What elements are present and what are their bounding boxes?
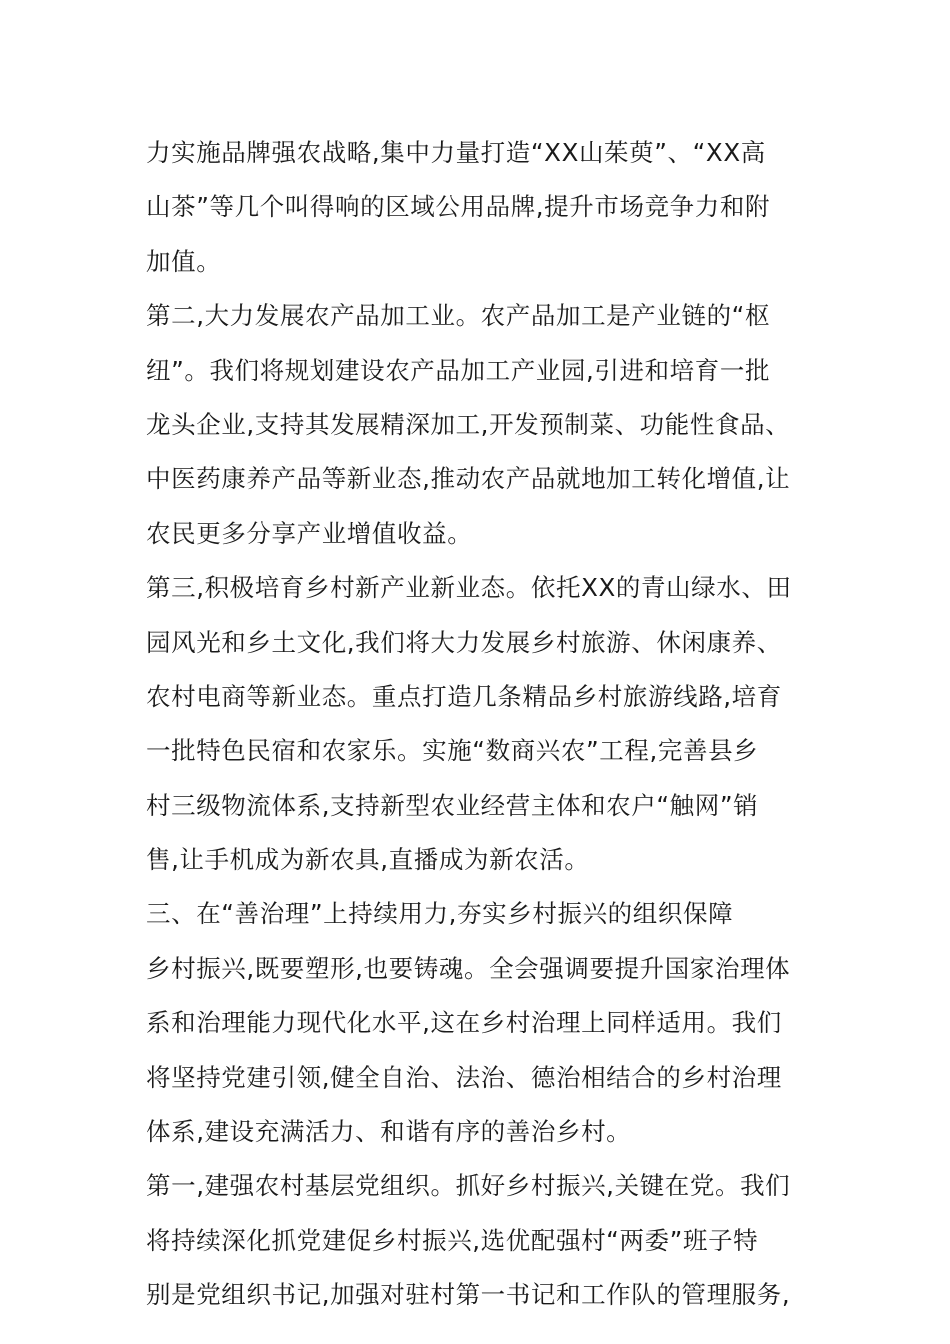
paragraph-line: 乡村振兴,既要塑形,也要铸魂。全会强调要提升国家治理体 [146, 953, 791, 983]
paragraph-line: 第三,积极培育乡村新产业新业态。依托XX的青山绿水、田 [146, 573, 792, 603]
paragraph-line: 力实施品牌强农战略,集中力量打造“XX山茱萸”、“XX高 [146, 138, 766, 167]
paragraph-line: 将持续深化抓党建促乡村振兴,选优配强村“两委”班子特 [146, 1225, 759, 1255]
paragraph-line: 加值。 [146, 246, 222, 276]
paragraph-line: 别是党组织书记,加强对驻村第一书记和工作队的管理服务, [146, 1280, 791, 1310]
paragraph-line: 园风光和乡土文化,我们将大力发展乡村旅游、休闲康养、 [146, 627, 782, 657]
paragraph-line: 第二,大力发展农产品加工业。农产品加工是产业链的“枢 [146, 301, 771, 331]
paragraph-line: 农民更多分享产业增值收益。 [146, 518, 473, 548]
document-body [146, 126, 816, 1323]
paragraph-line: 售,让手机成为新农具,直播成为新农活。 [146, 845, 590, 875]
paragraph-line: 农村电商等新业态。重点打造几条精品乡村旅游线路,培育 [146, 681, 782, 711]
paragraph-line: 村三级物流体系,支持新型农业经营主体和农户“触网”销 [146, 790, 759, 820]
paragraph-line: 第一,建强农村基层党组织。抓好乡村振兴,关键在党。我们 [146, 1171, 791, 1201]
paragraph-line: 山茶”等几个叫得响的区域公用品牌,提升市场竞争力和附 [146, 192, 771, 222]
paragraph-line: 龙头企业,支持其发展精深加工,开发预制菜、功能性食品、 [146, 409, 791, 439]
section-heading: 三、在“善治理”上持续用力,夯实乡村振兴的组织保障 [146, 899, 734, 929]
paragraph-line: 体系,建设充满活力、和谐有序的善治乡村。 [146, 1117, 632, 1147]
paragraph-line: 系和治理能力现代化水平,这在乡村治理上同样适用。我们 [146, 1008, 782, 1038]
paragraph-line: 将坚持党建引领,健全自治、法治、德治相结合的乡村治理 [146, 1062, 782, 1092]
paragraph-line: 中医药康养产品等新业态,推动农产品就地加工转化增值,让 [146, 464, 791, 494]
paragraph-line: 纽”。我们将规划建设农产品加工产业园,引进和培育一批 [146, 355, 771, 385]
paragraph-line: 一批特色民宿和农家乐。实施“数商兴农”工程,完善县乡 [146, 736, 759, 766]
